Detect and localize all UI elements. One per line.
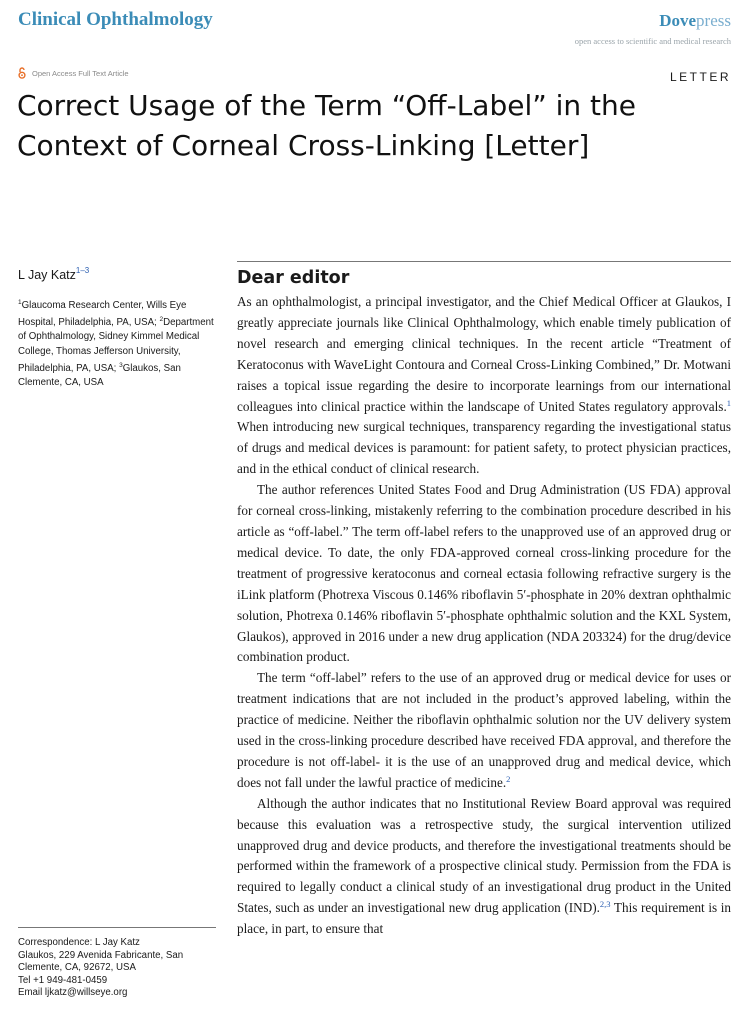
author-name: L Jay Katz xyxy=(18,268,76,282)
affiliation-1: $^1$Glaucoma Research Center, Wills Eye Hospital, Philadelphia, PA, USA; xyxy=(18,299,187,329)
paragraph-4: Although the author indicates that no Institutional Review Board approval was required because this evaluation was a retrospective study, the surgical intervention utilized unapproved drug and device products, and therefore the investigational treatments should be performed within the framework of a prospective clinical study. Permission from the FDA is required to legally conduct a clinical study of an investigational drug product in the United States, such as under an investigational new drug application (IND).$^{2,3}$ This requirement is in place, in part, to ensure that xyxy=(237,795,731,937)
paragraph-2: The author references United States Food and Drug Administration (US FDA) approval for corneal cross-linking, mistakenly referring to the combination procedure described in his article as “off-label.” The term off-label refers to the unapproved use of an approved drug or medical device. To date, the only FDA-approved corneal cross-linking procedure for the treatment of progressive keratoconus and corneal ectasia following refractive surgery is the iLink platform (Photrexa Viscous 0.146% riboflavin 5′-phosphate in 20% dextran ophthalmic solution, Photrexa 0.146% riboflavin 5′-phosphate ophthalmic solution and the KXL System, Glaukos), approved in 2016 under a new drug application (NDA 203324) for the drug/device combination product. xyxy=(237,482,731,665)
correspondence-address: Glaukos, 229 Avenida Fabricante, San Clemente, CA, 92672, USA xyxy=(18,949,184,973)
affiliation-3: $^3$Glaukos, San Clemente, CA, USA xyxy=(18,361,181,389)
body-divider xyxy=(237,261,731,262)
affiliation-2: $^2$Department of Ophthalmology, Sidney Kimmel Medical College, Thomas Jefferson University, Philadelphia, PA, USA; xyxy=(18,316,214,374)
publisher-press: press xyxy=(696,11,731,30)
journal-name: Clinical Ophthalmology xyxy=(18,9,213,30)
publisher-tagline: open access to scientific and medical research xyxy=(574,36,731,46)
correspondence-label: Correspondence: L Jay Katz xyxy=(18,937,140,948)
correspondence xyxy=(18,937,218,1000)
reference-link[interactable]: 1 xyxy=(726,397,731,408)
open-access-label xyxy=(18,67,129,79)
salutation: Dear editor xyxy=(237,268,350,288)
publisher-logo xyxy=(659,11,731,31)
open-access-icon xyxy=(18,67,26,79)
open-access-text: Open Access Full Text Article xyxy=(32,68,129,78)
author xyxy=(18,266,89,282)
paragraph-3: The term “off-label” refers to the use of an approved drug or medical device for uses or treatment indications that are not included in the product’s approved labeling, within the practice of medicine. Neither the riboflavin ophthalmic solution nor the UV delivery system used in the cross-linking procedure described have received FDA approval, and therefore the procedure is not off-label- it is the use of an unapproved drug and medical device, which does not fall under the lawful practice of medicine.$^2$ xyxy=(237,670,731,790)
correspondence-email[interactable]: Email ljkatz@willseye.org xyxy=(18,987,128,998)
correspondence-tel: Tel +1 949-481-0459 xyxy=(18,974,108,986)
correspondence-divider xyxy=(18,927,216,928)
article-type: LETTER xyxy=(669,70,731,84)
affiliations xyxy=(18,296,218,390)
reference-link[interactable]: 2,3 xyxy=(599,899,611,910)
paragraph-1: As an ophthalmologist, a principal investigator, and the Chief Medical Officer at Glaukos, I greatly appreciate journals like Clinical Ophthalmology, which enable timely publication of novel research and emerging clinical techniques. In the recent article “Treatment of Keratoconus with WaveLight Contoura and Corneal Cross-Linking Combined,” Dr. Motwani raises a topical issue regarding the desire to incorporate learnings from our international colleagues into clinical practice within the landscape of United States regulatory approvals.$^1$ When introducing new surgical techniques, transparency regarding the investigational status of drugs and medical devices is paramount: for patient safety, to protect physician practices, and in the ethical conduct of clinical research. xyxy=(237,294,731,477)
author-affiliation-ref[interactable]: 1–3 xyxy=(75,266,90,275)
article-title: Correct Usage of the Term “Off-Label” in the Context of Corneal Cross-Linking [Letter] xyxy=(17,89,637,162)
letter-body xyxy=(237,292,731,940)
reference-link[interactable]: 2 xyxy=(506,773,511,784)
publisher-dove: Dove xyxy=(659,11,697,30)
